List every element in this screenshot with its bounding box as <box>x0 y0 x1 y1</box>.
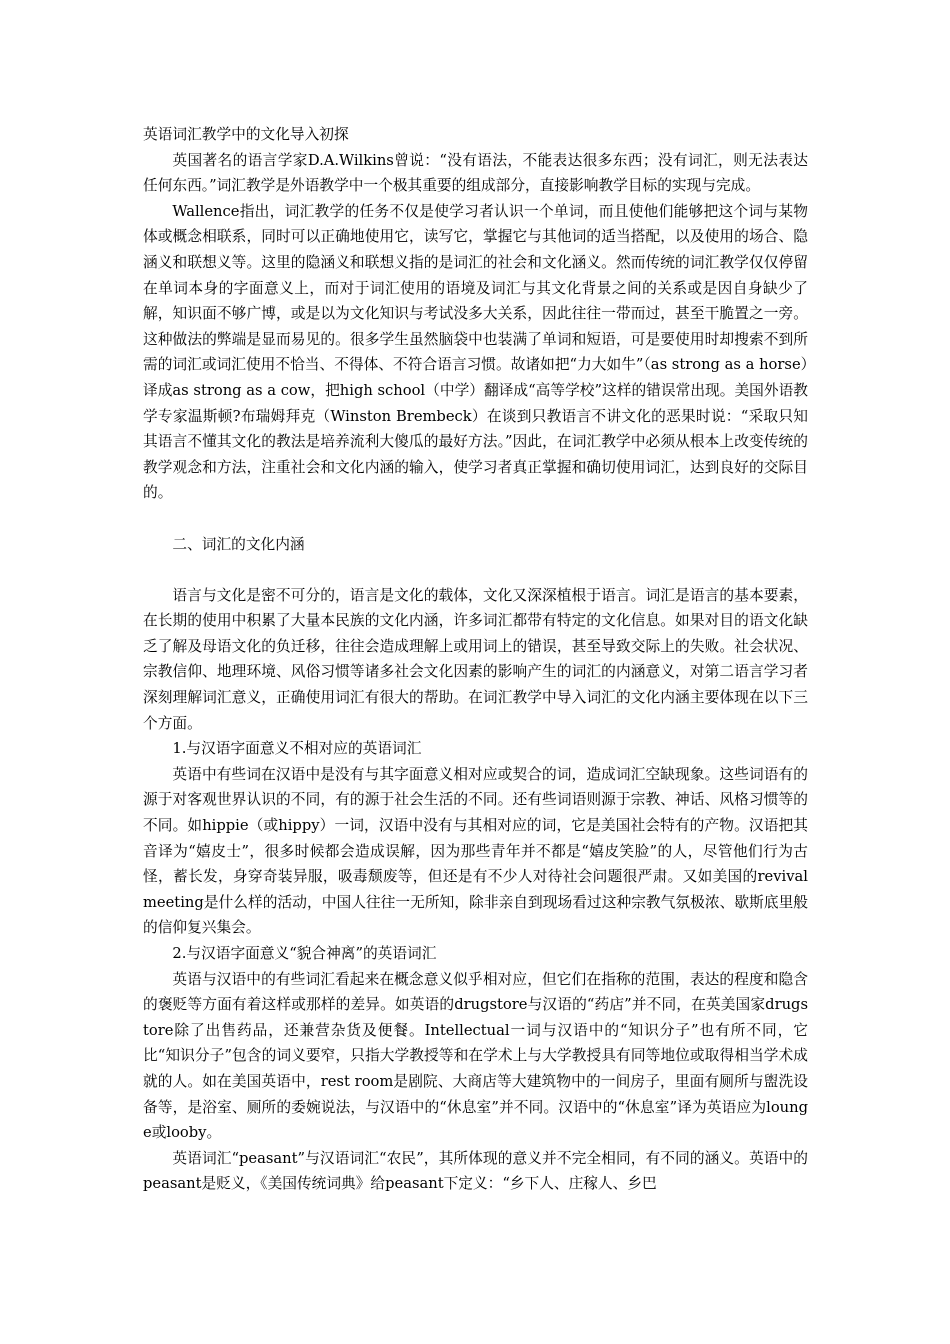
section-heading: 二、词汇的文化内涵 <box>172 535 305 553</box>
section-intro-paragraph: 语言与文化是密不可分的，语言是文化的载体，文化又深深植根于语言。词汇是语言的基本要素，在长期的使用中积累了大量本民族的文化内涵，许多词汇都带有特定的文化信息。如果对目的语文化缺乏了解及母语文化的负迁移，往往会造成理解上或用词上的错误，甚至导致交际上的失败。社会状况、宗教信仰、地理环境、风俗习惯等诸多社会文化因素的影响产生的词汇的内涵意义，对第二语言学习者深刻理解词汇意义，正确使用词汇有很大的帮助。在词汇教学中导入词汇的文化内涵主要体现在以下三个方面。 <box>143 586 808 732</box>
subsection-1-paragraph: 英语中有些词在汉语中是没有与其字面意义相对应或契合的词，造成词汇空缺现象。这些词语有的源于对客观世界认识的不同，有的源于社会生活的不同。还有些词语则源于宗教、神话、风格习惯等的不同。如hippie（或hippy）一词，汉语中没有与其相对应的词，它是美国社会特有的产物。汉语把其音译为“嬉皮士”，很多时候都会造成误解，因为那些青年并不都是“嬉皮笑脸”的人，尽管他们行为古怪，蓄长发，身穿奇装异服，吸毒颓废等，但还是有不少人对待社会问题很严肃。又如美国的revival meeting是什么样的活动，中国人往往一无所知，除非亲自到现场看过这种宗教气氛极浓、歇斯底里般的信仰复兴集会。 <box>143 765 808 937</box>
subsection-1-heading: 1.与汉语字面意义不相对应的英语词汇 <box>172 740 422 758</box>
document-page <box>143 122 808 1197</box>
subsection-2-paragraph-2: 英语词汇“peasant”与汉语词汇“农民”，其所体现的意义并不完全相同，有不同的涵义。英语中的peasant是贬义，《美国传统词典》给peasant下定义：“乡下人、庄稼人、乡巴 <box>143 1149 808 1193</box>
document-title: 英语词汇教学中的文化导入初探 <box>143 126 349 143</box>
subsection-2-paragraph-1: 英语与汉语中的有些词汇看起来在概念意义似乎相对应，但它们在指称的范围，表达的程度和隐含的褒贬等方面有着这样或那样的差异。如英语的drugstore与汉语的“药店”并不同，在英美国家drugstore除了出售药品，还兼营杂货及便餐。Intellectual一词与汉语中的“知识分子”也有所不同，它比“知识分子”包含的词义要窄，只指大学教授等和在学术上与大学教授具有同等地位或取得相当学术成就的人。如在美国英语中，rest room是剧院、大商店等大建筑物中的一间房子，里面有厕所与盥洗设备等，是浴室、厕所的委婉说法，与汉语中的“休息室”并不同。汉语中的“休息室”译为英语应为lounge或looby。 <box>143 970 808 1142</box>
intro-paragraph-2: Wallence指出，词汇教学的任务不仅是使学习者认识一个单词，而且使他们能够把这个词与某物体或概念相联系，同时可以正确地使用它，读写它，掌握它与其他词的适当搭配，以及使用的场合、隐涵义和联想义等。这里的隐涵义和联想义指的是词汇的社会和文化涵义。然而传统的词汇教学仅仅停留在单词本身的字面意义上，而对于词汇使用的语境及词汇与其文化背景之间的关系或是因自身缺少了解，知识面不够广博，或是以为文化知识与考试没多大关系，因此往往一带而过，甚至干脆置之一旁。这种做法的弊端是显而易见的。很多学生虽然脑袋中也装满了单词和短语，可是要使用时却搜索不到所需的词汇或词汇使用不恰当、不得体、不符合语言习惯。故诸如把“力大如牛”（as strong as a horse）译成as strong as a cow，把high school（中学）翻译成“高等学校”这样的错误常出现。美国外语教学专家温斯顿?布瑞姆拜克（Winston Brembeck）在谈到只教语言不讲文化的恶果时说：“采取只知其语言不懂其文化的教法是培养流利大傻瓜的最好方法。”因此，在词汇教学中必须从根本上改变传统的教学观念和方法，注重社会和文化内涵的输入，使学习者真正掌握和确切使用词汇，达到良好的交际目的。 <box>143 202 808 502</box>
subsection-2-heading: 2.与汉语字面意义“貌合神离”的英语词汇 <box>172 945 437 962</box>
intro-paragraph-1: 英国著名的语言学家D.A.Wilkins曾说：“没有语法，不能表达很多东西；没有词汇，则无法表达任何东西。”词汇教学是外语教学中一个极其重要的组成部分，直接影响教学目标的实现与完成。 <box>143 151 808 195</box>
